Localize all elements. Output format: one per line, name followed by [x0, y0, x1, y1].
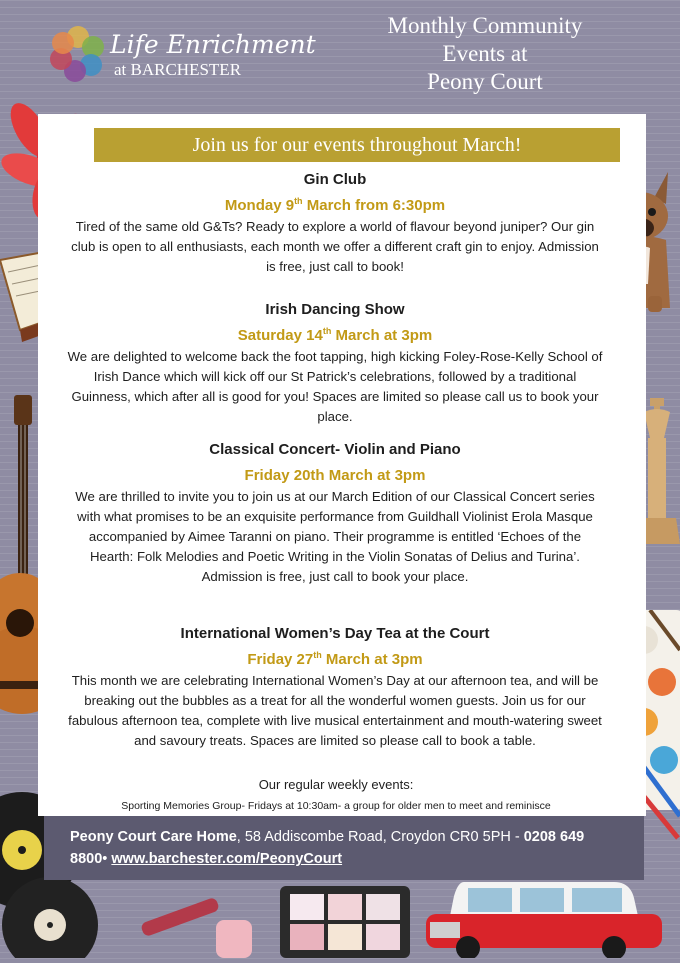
event-title: International Women’s Day Tea at the Court	[180, 625, 490, 642]
page-title-line: Events at	[442, 41, 528, 66]
event-date: Friday 27th March at 3pm	[247, 650, 423, 668]
barchester-logo	[50, 26, 320, 84]
page-title	[352, 12, 618, 96]
care-home-address: , 58 Addiscombe Road, Croydon CR0 5PH -	[236, 829, 524, 845]
care-home-name: Peony Court Care Home	[70, 829, 237, 845]
phone-number: 0208 649 8800	[70, 829, 585, 867]
event-description: This month we are celebrating International Women’s Day at our afternoon tea, and will be breaking out the bubbles as a treat for all the wonderful women guests. Join us for our fabulous afternoon tea, complete with live musical entertainment and mouth-watering sweet and savoury treats. Spaces are limited so please call to book a table.	[68, 673, 602, 748]
event-classical-concert	[66, 440, 604, 624]
regular-events-title: Our regular weekly events:	[258, 777, 414, 792]
event-womens-day-tea	[66, 624, 604, 751]
event-title: Irish Dancing Show	[265, 301, 405, 318]
event-gin-club	[66, 170, 604, 300]
event-description: We are delighted to welcome back the foot tapping, high kicking Foley-Rose-Kelly School of Irish Dance which will kick off our St Patrick’s celebrations, followed by a traditional Guinness, which after all is good for you! Spaces are limited so please call us to book your place.	[67, 349, 603, 424]
event-date: Saturday 14th March at 3pm	[237, 326, 433, 344]
flower-logo-icon	[50, 26, 106, 82]
event-title: Classical Concert- Violin and Piano	[209, 441, 461, 458]
event-title: Gin Club	[303, 171, 367, 188]
event-description: We are thrilled to invite you to join us at our March Edition of our Classical Concert series with what promises to be an exquisite performance from Guildhall Violinist Erola Masque accompanied by Aimee Taranni on piano. Their programme is entitled ‘Echoes of the Hearth: Folk Melodies and Poetic Writing in the Violin Sonatas of Delius and Turina’. Admission is free, just call to book your place.	[75, 489, 595, 584]
logo-text-life-enrichment: Life Enrichment	[110, 30, 316, 59]
event-irish-dancing	[66, 300, 604, 440]
events-list	[66, 170, 604, 751]
regular-event-item: Sporting Memories Group- Fridays at 10:30am- a group for older men to meet and reminisce	[121, 800, 551, 812]
event-date: Friday 20th March at 3pm	[244, 467, 426, 484]
regular-events	[66, 776, 606, 814]
event-date: Monday 9th March from 6:30pm	[224, 196, 446, 214]
footer-contact	[44, 816, 644, 880]
page-title-line: Peony Court	[427, 69, 543, 94]
makeup-palette-illustration	[140, 880, 420, 958]
event-description: Tired of the same old G&Ts? Ready to explore a world of flavour beyond juniper? Our gin club is open to all enthusiasts, each month we offer a different craft gin to enjoy. Admission is free, just call to book!	[71, 219, 599, 274]
header	[0, 0, 680, 112]
page-title-line: Monthly Community	[387, 13, 583, 38]
logo-text-barchester: at BARCHESTER	[114, 60, 242, 79]
website-link[interactable]: www.barchester.com/PeonyCourt	[111, 851, 343, 867]
red-mini-car-illustration	[424, 876, 664, 958]
footer-separator: •	[102, 851, 112, 867]
march-banner: Join us for our events throughout March!	[94, 128, 620, 162]
